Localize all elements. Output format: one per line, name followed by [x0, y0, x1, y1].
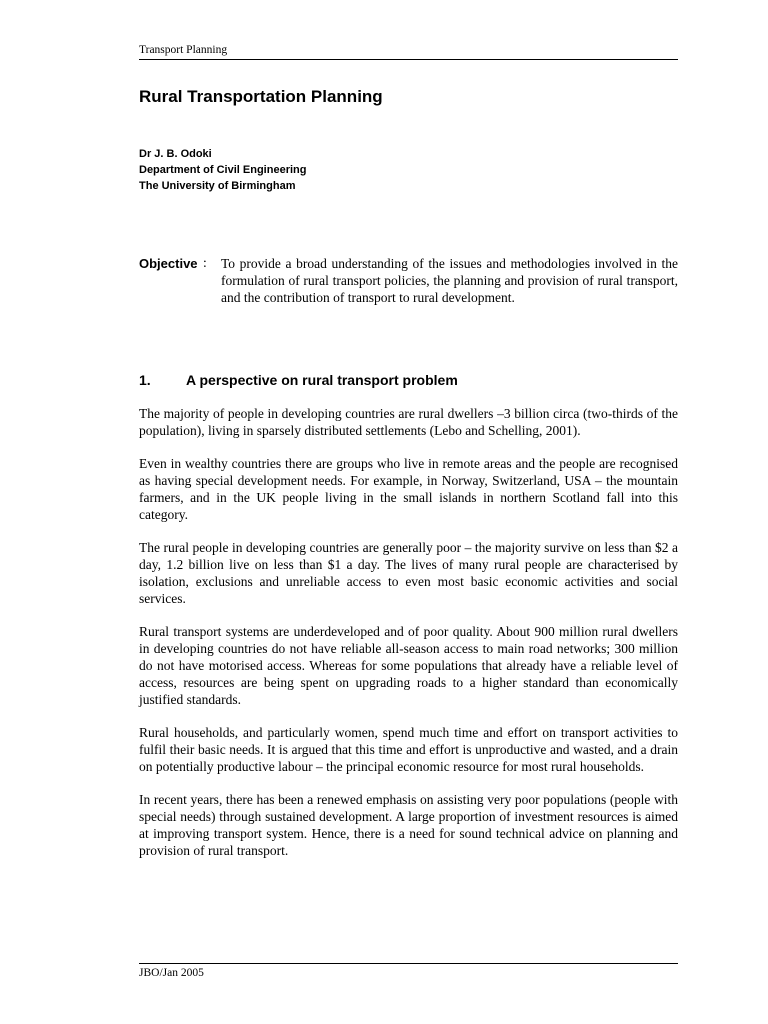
author-name: Dr J. B. Odoki	[139, 148, 212, 160]
body-paragraph: The majority of people in developing countries are rural dwellers –3 billion circa (two-thirds of the population), living in sparsely distributed settlements (Lebo and Schelling, 2001).	[139, 406, 678, 438]
section-body	[139, 405, 678, 875]
running-header-title: Transport Planning	[139, 44, 228, 56]
running-footer	[139, 963, 678, 980]
objective-colon: :	[203, 255, 207, 270]
body-paragraph: Rural transport systems are underdeveloped and of poor quality. About 900 million rural dwellers in developing countries do not have reliable all-season access to main road networks; 300 million do not have motorised access. Whereas for some populations that already have a reliable level of access, resources are being spent on upgrading roads to a higher standard than economically justified standards.	[139, 624, 678, 707]
body-paragraph: Rural households, and particularly women, spend much time and effort on transport activities to fulfil their basic needs. It is argued that this time and effort is unproductive and wasted, and a drain on potentially productive labour – the principal economic resource for most rural households.	[139, 725, 678, 774]
body-paragraph: The rural people in developing countries are generally poor – the majority survive on less than $2 a day, 1.2 billion live on less than $1 a day. The lives of many rural people are characterised by isolation, exclusions and unreliable access to even most basic economic activities and social services.	[139, 540, 678, 606]
section-title: A perspective on rural transport problem	[186, 372, 458, 388]
author-block	[139, 146, 306, 194]
body-paragraph: In recent years, there has been a renewed emphasis on assisting very poor populations (people with special needs) through sustained development. A large proportion of investment resources is aimed at improving transport system. Hence, there is a need for sound technical advice on planning and provision of rural transport.	[139, 792, 678, 858]
running-header	[139, 43, 678, 60]
running-footer-text: JBO/Jan 2005	[139, 967, 204, 979]
section-number: 1.	[139, 372, 151, 388]
author-department: Department of Civil Engineering	[139, 164, 307, 176]
body-paragraph: Even in wealthy countries there are groups who live in remote areas and the people are recognised as having special development needs. For example, in Norway, Switzerland, USA – the mountain farmers, and in the UK people living in the small islands in northern Scotland fall into this category.	[139, 456, 678, 522]
author-institution: The University of Birmingham	[139, 180, 296, 192]
objective-label: Objective	[139, 256, 198, 271]
objective-text: To provide a broad understanding of the issues and methodologies involved in the formulation of rural transport policies, the planning and provision of rural transport, and the contribution of transport to rural development.	[221, 256, 678, 305]
document-title: Rural Transportation Planning	[139, 87, 383, 106]
